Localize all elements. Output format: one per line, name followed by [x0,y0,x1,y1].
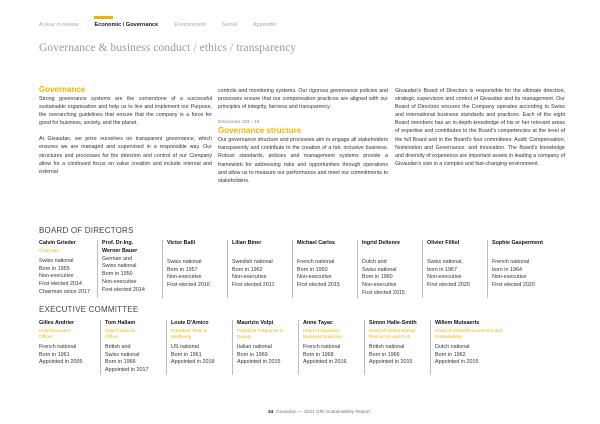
paragraph: At Givaudan, we prize ourselves on transparent governance, which ensures we are managed and supervised in a responsible way. Our structures and processes for the direction and control of our Company allow for a continued focus on value creation and include internal and external [39,136,212,175]
executive-section-title: EXECUTIVE COMMITTEE [39,305,139,314]
executive-grid [39,320,515,375]
page-number: 34 [268,410,274,415]
board-member: Ingrid Deltenre Dutch and Swiss national Born in 1960 Non-executive First elected 2015 [357,240,422,298]
text-column-3 [395,87,565,176]
board-member: Lilian Biner Swedish national Born in 1962 Non-executive First elected 2011 [227,240,292,298]
paragraph: Our governance structure and processes aim to engage all stakeholders transparently and contribute to the creation of a fair, inclusive business. Robust standards, policies and management systems provide a framework for addressing risks and opportunities through operations and allow us to measure our performance and meet our commitments to stakeholders. [218,137,388,184]
executive-member: Gilles Andrier Chief Executive Officer French national Born in 1961 Appointed in 2005 [39,320,83,366]
executive-member: Willem Mutsaerts Head of Global Procurement and Sustainability Dutch national Born in 1962 Appointed in 2015 [430,320,515,375]
board-member: Sophie Gasperment French national born in 1964 Non-executive First elected 2020 [487,240,552,298]
tab-social[interactable]: Social [221,22,237,28]
disclosure-label: Disclosure 102 - 18 [218,120,260,126]
board-member: Calvin Grieder Chairman Swiss national Born in 1955 Non-executive First elected 2014 Chairman since 2017 [39,240,90,295]
tab-appendix[interactable]: Appendix [252,22,277,28]
text-column-1 [39,85,212,184]
board-grid [39,240,552,298]
board-member: Victor Balli Swiss national Born in 1957 Non-executive First elected 2016 [162,240,227,298]
board-section-title: BOARD OF DIRECTORS [39,226,134,235]
executive-member: Simon Halle-Smith Head of Global Human Resources and EHS British national Born in 1966 Appointed in 2015 [364,320,430,375]
page-footer [268,410,370,415]
executive-member: Anne Tayac Head of Givaudan Business Solutions French national Born in 1968 Appointed in 2016 [298,320,364,375]
governance-structure-heading: Governance structure [218,126,302,136]
text-column-2 [218,87,388,193]
footer-text: Givaudan — 2021 GRI Sustainability Report [276,410,370,415]
tab-year-in-review[interactable]: A year in review [39,22,79,28]
page-title: Governance & business conduct / ethics / transparency [39,42,297,54]
section-nav [39,22,292,28]
board-member: Olivier Filliol Swiss national, born in 1967 Non-executive First elected 2020 [422,240,487,298]
tab-economic-governance[interactable]: Economic / Governance [94,22,159,28]
paragraph: Givaudan's Board of Directors is responsible for the ultimate direction, strategic supervision and control of Givaudan and its management. Our Board of Directors ensures the Company operates according to Swiss and international business standards and practices. Each of the eight Board members has an in-depth knowledge of his or her relevant areas of expertise and contributes to the Board's competencies at the level of the full Board and in the Board's four committees: Audit; Compensation; Nomination and Governance; and Innovation. The Board's knowledge and diversity of experience are important assets in leading a company of Givaudan's size in a complex and fast-changing environment. [395,88,565,167]
executive-member: Tom Hallam Chief Financial Officer British and Swiss national Born in 1966 Appointed in 2017 [100,320,166,375]
tab-environment[interactable]: Environment [174,22,206,28]
governance-heading: Governance [39,85,86,94]
paragraph: controls and monitoring systems. Our rigorous governance policies and processes ensure that our compensation practices are aligned with our principles of integrity, fairness and transparency. [218,88,388,111]
executive-member: Louie D'Amico President Taste & Wellbeing US national Born in 1961 Appointed in 2018 [166,320,232,375]
paragraph: Strong governance systems are the cornerstone of a successful sustainable organisation and help us to live and implement our Purpose, the overarching guidelines that ensure that the company is a force for good for business, society, and the planet. [39,96,212,127]
board-member: Michael Carlos French national Born in 1950 Non-executive First elected 2015 [292,240,357,298]
executive-member: Maurizio Volpi President Fragrance & Beauty Italian national Born in 1969 Appointed in 2015 [232,320,298,375]
board-member: Prof. Dr-Ing. Werner Bauer German and Swiss national Born in 1950 Non-executive First elected 2014 [97,240,162,298]
